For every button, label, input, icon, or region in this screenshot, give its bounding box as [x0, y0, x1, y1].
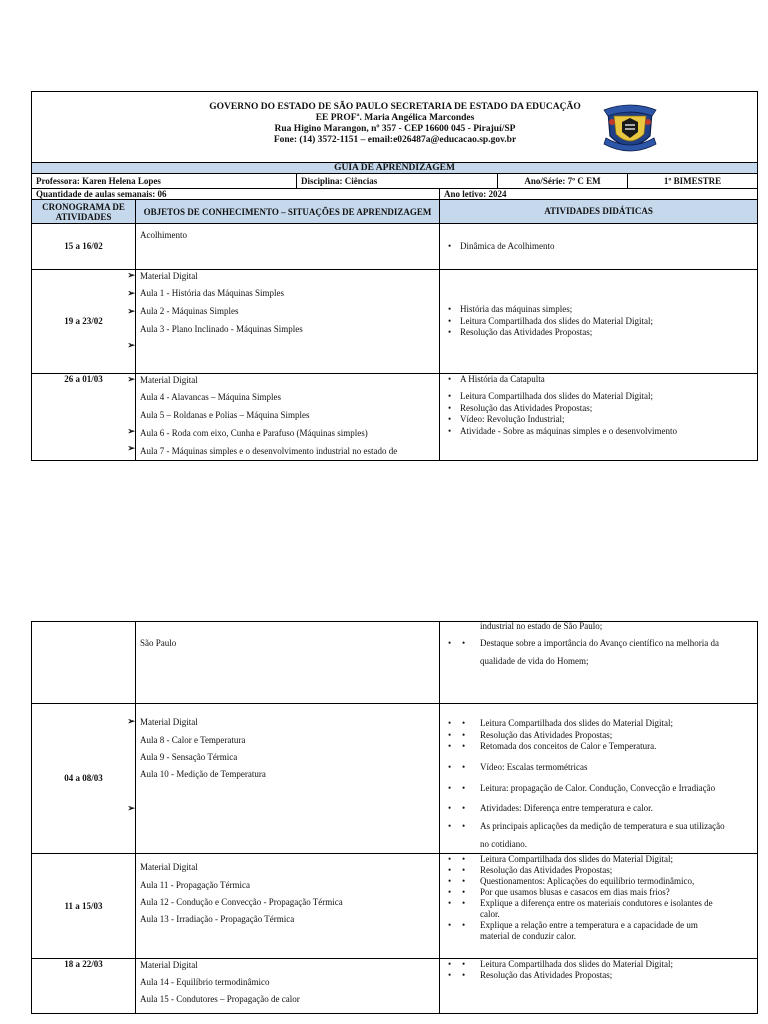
date-cell: 15 a 16/02: [32, 224, 136, 270]
atividade-text: Leitura Compartilhada dos slides do Material Digital;: [480, 854, 673, 864]
header-line-3: Rua Higino Marangon, nº 357 - CEP 16600 045 - Pirajuí/SP: [274, 123, 516, 134]
objeto-item: Aula 7 - Máquinas simples e o desenvolvimento industrial no estado de: [140, 446, 398, 456]
objeto-item: Aula 10 - Medição de Temperatura: [140, 769, 266, 779]
objeto-item: Material Digital: [140, 375, 198, 385]
atividade-text: Resolução das Atividades Propostas;: [480, 865, 613, 875]
objetos-cell: [136, 224, 440, 270]
atividade-item: • • As principais aplicações da medição de temperatura e sua utilização: [444, 817, 753, 835]
atividade-text: Destaque sobre a importância do Avanço científico na melhoria da: [480, 638, 719, 648]
arrow-bullet-icon: ➢: [127, 374, 135, 384]
objetos-cell: [136, 374, 440, 461]
atividade-item: • • Resolução das Atividades Propostas;: [444, 730, 753, 742]
atividade-text: Questionamentos: Aplicações do equilíbrio termodinâmico,: [480, 876, 695, 886]
atividade-item: • Resolução das Atividades Propostas;: [444, 403, 753, 415]
guide-table-page1: [31, 91, 758, 461]
objetos-cell: [136, 854, 440, 959]
objeto-item: Material Digital: [140, 960, 198, 970]
objeto-item: Aula 4 - Alavancas – Máquina Simples: [140, 392, 281, 402]
atividade-item: • Leitura Compartilhada dos slides do Material Digital;: [444, 391, 753, 403]
atividade-item: • • Destaque sobre a importância do Avanço científico na melhoria da: [444, 634, 753, 652]
atividade-text: Explique a relação entre a temperatura e a capacidade de um: [480, 920, 698, 930]
atividade-item: • • Resolução das Atividades Propostas;: [444, 865, 753, 876]
arrow-bullet-icon: ➢: [127, 803, 135, 813]
atividade-text: Resolução das Atividades Propostas;: [480, 970, 613, 980]
atividade-text: Resolução das Atividades Propostas;: [480, 729, 613, 740]
atividade-text: Retomada dos conceitos de Calor e Temperatura.: [480, 741, 657, 751]
arrow-bullet-icon: ➢: [127, 443, 135, 453]
objetos-cell: [136, 704, 440, 854]
atividade-item: • Leitura Compartilhada dos slides do Material Digital;: [444, 316, 753, 328]
quantidade-aulas-label: Quantidade de aulas semanais: 06: [32, 189, 440, 200]
atividade-item: • • Vídeo: Escalas termométricas: [444, 757, 753, 777]
objeto-item: Aula 5 – Roldanas e Polias – Máquina Simples: [140, 410, 310, 420]
column-header-cronograma: CRONOGRAMA DE ATIVIDADES: [32, 200, 136, 224]
atividade-item: • • Por que usamos blusas e casacos em dias mais frios?: [444, 887, 753, 898]
objeto-item: Aula 9 - Sensação Térmica: [140, 752, 238, 762]
atividades-cell: [440, 374, 758, 461]
atividade-continuation: calor.: [480, 909, 500, 919]
header-line-4: Fone: (14) 3572-1151 – email:e026487a@educacao.sp.gov.br: [273, 134, 517, 145]
guide-title: GUIA DE APRENDIZAGEM: [32, 163, 758, 174]
date-cell: [32, 622, 136, 704]
objeto-item: Aula 13 - Irradiação - Propagação Térmica: [140, 914, 295, 924]
atividade-continuation: qualidade de vida do Homem;: [480, 656, 589, 666]
objeto-item: Material Digital: [140, 717, 198, 727]
atividade-continuation: industrial no estado de São Paulo;: [480, 622, 603, 631]
arrow-bullet-icon: ➢: [127, 340, 135, 350]
atividade-item: • Vídeo: Revolução Industrial;: [444, 414, 753, 426]
objeto-item: Acolhimento: [140, 230, 187, 240]
date-cell: 18 a 22/03: [32, 959, 136, 1014]
atividade-item: • • Leitura: propagação de Calor. Condução, Convecção e Irradiação: [444, 777, 753, 799]
disciplina-label: Disciplina: Ciências: [297, 174, 498, 189]
atividade-text: Vídeo: Escalas termométricas: [480, 762, 588, 772]
date-cell: [32, 704, 136, 854]
atividade-text: Leitura Compartilhada dos slides do Material Digital;: [480, 959, 673, 969]
atividades-cell: [440, 854, 758, 959]
arrow-bullet-icon: ➢: [127, 270, 135, 280]
professora-label: Professora: Karen Helena Lopes: [32, 174, 297, 189]
objetos-cell: [136, 270, 440, 374]
column-header-objetos: OBJETOS DE CONHECIMENTO – SITUAÇÕES DE APRENDIZAGEM: [136, 200, 440, 224]
atividades-cell: [440, 704, 758, 854]
date-label: 04 a 08/03: [64, 773, 103, 784]
atividade-item: • • Leitura Compartilhada dos slides do Material Digital;: [444, 959, 753, 970]
arrow-bullet-icon: ➢: [127, 716, 135, 726]
objeto-item: Material Digital: [140, 271, 198, 281]
atividade-item: • • Leitura Compartilhada dos slides do Material Digital;: [444, 718, 753, 730]
atividade-text: Por que usamos blusas e casacos em dias mais frios?: [480, 887, 670, 897]
atividade-text: Explique a diferença entre os materiais condutores e isolantes de: [480, 898, 713, 908]
objeto-item: Aula 6 - Roda com eixo, Cunha e Parafuso (Máquinas simples): [140, 428, 368, 438]
guide-table-page2: [31, 621, 758, 1014]
objeto-item: Aula 15 - Condutores – Propagação de calor: [140, 994, 300, 1004]
school-header: [32, 92, 758, 163]
atividades-cell: [440, 959, 758, 1014]
ano-letivo-label: Ano letivo: 2024: [440, 189, 758, 200]
objeto-item: Aula 2 - Máquinas Simples: [140, 306, 239, 316]
atividade-continuation: no cotidiano.: [480, 839, 527, 849]
date-cell: [32, 270, 136, 374]
objeto-item: Aula 12 - Condução e Convecção - Propagação Térmica: [140, 897, 343, 907]
atividade-item: • • Leitura Compartilhada dos slides do Material Digital;: [444, 854, 753, 865]
atividades-cell: [440, 622, 758, 704]
atividade-item: • • Atividades: Diferença entre temperatura e calor.: [444, 799, 753, 817]
atividade-item: • • Retomada dos conceitos de Calor e Temperatura.: [444, 741, 753, 757]
date-cell: 11 a 15/03: [32, 854, 136, 959]
objeto-item: Material Digital: [140, 862, 198, 872]
atividade-item: • História das máquinas simples;: [444, 304, 753, 316]
objeto-item: São Paulo: [140, 638, 177, 648]
objetos-cell: [136, 959, 440, 1014]
arrow-bullet-icon: ➢: [127, 288, 135, 298]
atividade-continuation: material de conduzir calor.: [480, 931, 576, 941]
atividade-item: • • Resolução das Atividades Propostas;: [444, 970, 753, 981]
atividade-item: • • Questionamentos: Aplicações do equilíbrio termodinâmico,: [444, 876, 753, 887]
atividade-text: Leitura Compartilhada dos slides do Material Digital;: [480, 718, 673, 728]
atividade-text: As principais aplicações da medição de temperatura e sua utilização: [480, 821, 725, 831]
bimestre-label: 1º BIMESTRE: [628, 174, 758, 189]
objeto-item: Aula 11 - Propagação Térmica: [140, 880, 250, 890]
header-line-1: GOVERNO DO ESTADO DE SÃO PAULO SECRETARIA DE ESTADO DA EDUCAÇÃO: [209, 102, 581, 112]
arrow-bullet-icon: ➢: [127, 426, 135, 436]
atividades-cell: [440, 224, 758, 270]
atividade-item: • A História da Catapulta: [444, 374, 753, 391]
atividade-text: Leitura: propagação de Calor. Condução, Convecção e Irradiação: [480, 783, 716, 793]
header-line-2: EE PROFª. Maria Angélica Marcondes: [315, 112, 475, 123]
objeto-item: Aula 1 - História das Máquinas Simples: [140, 288, 284, 298]
ano-serie-label: Ano/Série: 7º C EM: [498, 174, 628, 189]
objeto-item: Aula 3 - Plano Inclinado - Máquinas Simples: [140, 324, 303, 334]
atividades-cell: [440, 270, 758, 374]
arrow-bullet-icon: ➢: [127, 306, 135, 316]
column-header-atividades: ATIVIDADES DIDÁTICAS: [440, 200, 758, 224]
date-cell: [32, 374, 136, 461]
objeto-item: Aula 8 - Calor e Temperatura: [140, 735, 246, 745]
date-label: 19 a 23/02: [64, 316, 103, 327]
atividade-item: • • Explique a relação entre a temperatura e a capacidade de um: [444, 920, 753, 931]
atividade-item: • Resolução das Atividades Propostas;: [444, 327, 753, 339]
atividade-item: • • Explique a diferença entre os materiais condutores e isolantes de: [444, 898, 753, 909]
atividade-text: Atividades: Diferença entre temperatura e calor.: [480, 803, 653, 813]
date-label: 26 a 01/03: [64, 374, 103, 384]
school-crest-icon: [600, 98, 660, 158]
objeto-item: Aula 14 - Equilíbrio termodinâmico: [140, 977, 270, 987]
atividade-item: • Dinâmica de Acolhimento: [444, 241, 753, 252]
atividade-item: • Atividade - Sobre as máquinas simples e o desenvolvimento: [444, 426, 753, 438]
objetos-cell: [136, 622, 440, 704]
